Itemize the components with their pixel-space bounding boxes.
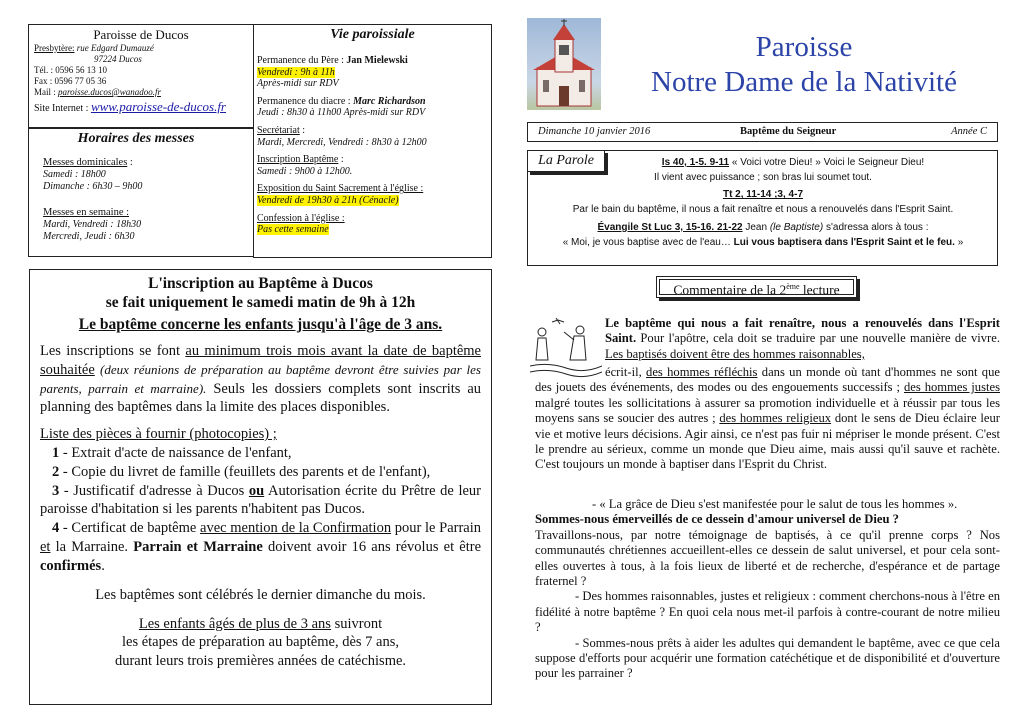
piece-1-number: 1 <box>52 444 60 461</box>
bapteme-title-3: Le baptême concerne les enfants jusqu'à l'âge de 3 ans. <box>78 316 443 333</box>
dominicales-label: Messes dominicales <box>43 157 128 168</box>
enfants-line-2: les étapes de préparation au baptême, dès 7 ans, <box>121 634 399 651</box>
semaine-time-2: Mercredi, Jeudi : 6h30 <box>43 231 135 242</box>
commentaire-p6: - Sommes-nous prêts à aider les adultes qui demandent le baptême, avec ce que cela suppose d'efforts pour acquérir une formation catéchétique et de disponibilité et d'ouverture pour les parrainer ? <box>535 635 1000 681</box>
perm-pere-name: Jan Mielewski <box>346 55 408 66</box>
enfants-line-1-a: Les enfants âgés de plus de 3 ans <box>138 615 331 632</box>
commentaire-p4: Travaillons-nous, par notre témoignage de baptisés, à ce qu'il prenne corps ? Nos communautés chrétiennes accueillent-elles ce dessein de salut universel, et pour cela sont-elles ouvertes à tous, à la fois lieux de liberté et de recherche, d'espérance et de partage fraternel ? <box>535 527 1000 589</box>
piece-2-number: 2 <box>52 463 60 480</box>
mail-label: Mail : <box>34 87 56 97</box>
piece-4-c: pour le Parrain <box>394 520 482 537</box>
bapteme-p1-b: au minimum trois mois avant la date de baptême souhaitée <box>40 343 481 378</box>
semaine-label: Messes en semaine : <box>43 207 130 218</box>
enfants-line-1-b: suivront <box>330 615 383 632</box>
vie-paroissiale-box <box>253 24 492 258</box>
dimanche-time: Dimanche : 6h30 – 9h00 <box>43 181 143 192</box>
horaires-box <box>28 128 253 257</box>
feast: Baptême du Seigneur <box>740 126 837 137</box>
commentaire-p1-d: des hommes réfléchis <box>646 365 758 379</box>
bapteme-title-2: se fait uniquement le samedi matin de 9h à 12h <box>105 294 416 311</box>
city: 97224 Ducos <box>94 54 142 64</box>
title-line-2: Notre Dame de la Nativité <box>651 66 957 98</box>
perm-pere-label: Permanence du Père : <box>257 55 344 66</box>
piece-4-e: la Marraine. <box>55 538 129 555</box>
piece-3-number: 3 <box>52 482 60 499</box>
horaires-title: Horaires des messes <box>77 131 195 146</box>
piece-4-b: avec mention de la Confirmation <box>200 520 392 537</box>
site-link[interactable]: www.paroisse-de-ducos.fr <box>90 99 226 114</box>
inscription-label: Inscription Baptême <box>257 154 339 166</box>
piece-4-a: - Certificat de baptême <box>59 520 197 537</box>
commentaire-p1-e: dans un monde où tant d'hommes ne sont que des jouets des événements, des modes ou des engouements successifs ; <box>535 365 1000 395</box>
samedi-time: Samedi : 18h00 <box>43 169 106 180</box>
contact-box <box>28 24 253 128</box>
pieces-list-title: Liste des pièces à fournir (photocopies) ; <box>40 426 277 443</box>
date-bar <box>527 122 998 142</box>
parole-label: La Parole <box>538 153 594 168</box>
commentaire-p3: Sommes-nous émerveillés de ce dessein d'amour universel de Dieu ? <box>535 512 899 527</box>
perm-diacre-label: Permanence du diacre : <box>257 95 351 107</box>
commentaire-p1-b: Les baptisés doivent être des hommes raisonnables, <box>605 346 865 361</box>
bapteme-p1-a: Les inscriptions se font <box>40 343 181 359</box>
piece-4-number: 4 <box>52 520 60 537</box>
exposition-label: Exposition du Saint Sacrement à l'église : <box>257 183 424 195</box>
vie-title: Vie paroissiale <box>330 27 415 42</box>
commentaire-title-sup: ème <box>786 282 800 291</box>
piece-4-i: . <box>101 557 105 574</box>
piece-1: - Extrait d'acte de naissance de l'enfant, <box>59 444 292 461</box>
church-icon <box>527 18 601 110</box>
commentaire-p1-f: des hommes justes <box>903 380 1000 395</box>
piece-3-c: Autorisation écrite du Prêtre de leur paroisse d'habitation si les parents n'habitent pas Ducos. <box>40 482 481 518</box>
mail-link[interactable]: paroisse.ducos@wanadoo.fr <box>58 87 161 97</box>
perm-diacre-name: Marc Richardson <box>353 95 426 107</box>
confession-hours: Pas cette semaine <box>257 224 329 236</box>
commentaire-p5: - Des hommes raisonnables, justes et religieux : comment cherchons-nous à l'être en fidélité à notre baptême ? En quoi cela nous met-il parfois à contre-courant de notre milieu ? <box>535 589 1000 635</box>
secretariat-label: Secrétariat <box>257 124 300 136</box>
piece-3-b: ou <box>248 482 265 499</box>
commentaire-title-b: lecture <box>799 282 840 298</box>
perm-pere-hours: Vendredi : 9h à 11h <box>257 66 335 78</box>
reading-1-text: « Voici votre Dieu! » Voici le Seigneur Dieu! <box>731 157 925 168</box>
semaine-time-1: Mardi, Vendredi : 18h30 <box>43 219 142 230</box>
bapteme-dernier-dimanche: Les baptêmes sont célébrés le dernier dimanche du mois. <box>95 586 426 603</box>
inscription-colon: : <box>338 154 344 166</box>
site-label: Site Internet : <box>34 103 89 114</box>
perm-pere-rdv: Après-midi sur RDV <box>257 78 339 90</box>
piece-3-a: - Justificatif d'adresse à Ducos <box>59 482 245 499</box>
commentaire-title-a: Commentaire de la 2 <box>673 282 787 298</box>
bapteme-p1-c: (deux réunions de préparation au baptême devront être suivies par les parents, parrain et marraine). <box>40 361 481 396</box>
commentaire-title-box <box>656 276 857 298</box>
secretariat-hours: Mardi, Mercredi, Vendredi : 8h30 à 12h00 <box>257 136 427 148</box>
enfants-line-3: durant leurs trois premières années de catéchisme. <box>114 652 407 669</box>
gospel-ref: Évangile St Luc 3, 15-16. 21-22 <box>597 221 743 233</box>
fax: Fax : 0596 77 05 36 <box>34 76 107 86</box>
church-image <box>527 18 601 110</box>
commentaire-p1-i: dont le sens de Dieu éclaire leur vie et motive leurs décisions. Agir ainsi, ce n'est pas fuir ni mépriser le monde présent. C'est le prendre au sérieux, comme un monde que Dieu aime, mais aussi qu'il sauve et rachète. C'est toujours un monde à baptiser dans l'Esprit du Christ. <box>535 411 1000 472</box>
piece-4-g: doivent avoir 16 ans révolus et être <box>267 538 482 555</box>
gospel-quote-b: Lui vous baptisera dans l'Esprit Saint et le feu. <box>733 236 955 248</box>
gospel-text-c: s'adressa alors à tous : <box>825 221 929 233</box>
commentaire-p1-h: des hommes religieux <box>719 411 832 426</box>
gospel-quote-c: » <box>957 236 964 248</box>
perm-diacre-hours: Jeudi : 8h30 à 11h00 Après-midi sur RDV <box>257 107 426 119</box>
bapteme-p1-d: Seuls les dossiers complets sont inscrits au planning des baptêmes dans la limite des places disponibles. <box>40 380 482 416</box>
commentaire-p2: - « La grâce de Dieu s'est manifestée pour le salut de tous les hommes ». <box>592 497 958 511</box>
gospel-text-a: Jean <box>745 221 768 233</box>
liturgical-year: Année C <box>951 126 987 137</box>
commentaire-p1-g: malgré toutes les sollicitations à assurer sa promotion individuelle et à réussir par tous les moyens sans se soucier des autres ; <box>535 395 1000 426</box>
piece-4-f: Parrain et Marraine <box>133 538 263 555</box>
secretariat-colon: : <box>299 124 306 136</box>
commentaire-lead: Le baptême qui nous a fait renaître, nous a renouvelés dans l'Esprit Saint. <box>605 316 1000 346</box>
presbytere-address: rue Edgard Dumauzé <box>76 43 154 53</box>
parish-name: Paroisse de Ducos <box>93 27 189 42</box>
gospel-quote-a: « Moi, je vous baptise avec de l'eau… <box>562 236 731 248</box>
bapteme-box <box>29 269 492 705</box>
commentaire-p1-c: écrit-il, <box>605 365 642 379</box>
reading-2-ref: Tt 2, 11-14 ;3, 4-7 <box>722 189 804 201</box>
title-line-1: Paroisse <box>755 31 853 63</box>
exposition-hours: Vendredi de 19h30 à 21h (Cénacle) <box>257 194 399 206</box>
inscription-hours: Samedi : 9h00 à 12h00. <box>257 165 353 177</box>
dominicales-colon: : <box>127 157 133 168</box>
gospel-text-b: (le Baptiste) <box>769 221 824 233</box>
date: Dimanche 10 janvier 2016 <box>538 126 651 137</box>
reading-1-text-2: Il vient avec puissance ; son bras lui soumet tout. <box>654 171 872 183</box>
piece-2: - Copie du livret de famille (feuillets des parents et de l'enfant), <box>59 463 431 480</box>
bapteme-title-1: L'inscription au Baptême à Ducos <box>148 275 373 292</box>
confession-label: Confession à l'église : <box>257 212 345 224</box>
presbytere-label: Presbytère: <box>34 43 75 53</box>
piece-4-h: confirmés <box>40 557 102 574</box>
commentaire-p1-a: Pour l'apôtre, cela doit se traduire par une nouvelle manière de vivre. <box>640 331 1000 346</box>
reading-2-text: Par le bain du baptême, il nous a fait renaître et nous a renouvelés dans l'Esprit Saint. <box>572 204 954 216</box>
phone: Tél. : 0596 56 13 10 <box>34 65 107 75</box>
reading-1-ref: Is 40, 1-5. 9-11 <box>661 157 730 168</box>
piece-4-d: et <box>40 538 51 555</box>
